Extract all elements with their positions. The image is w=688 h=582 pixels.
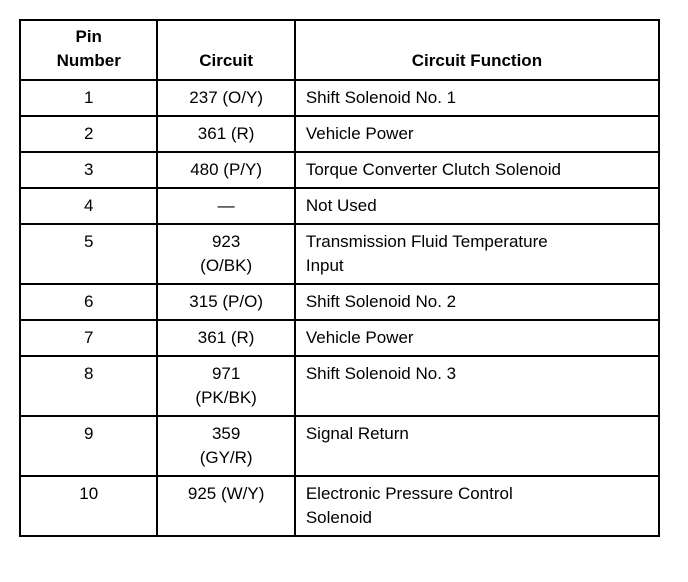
table-row (20, 80, 659, 116)
circuit-cell: 237 (O/Y) (157, 80, 294, 116)
pin-cell: 3 (20, 152, 157, 188)
circuit-cell: 361 (R) (157, 320, 294, 356)
circuit-cell: 971 (PK/BK) (157, 356, 294, 416)
header-circuit: Circuit (157, 20, 294, 80)
circuit-cell: 315 (P/O) (157, 284, 294, 320)
function-cell: Torque Converter Clutch Solenoid (295, 152, 659, 188)
table-row (20, 188, 659, 224)
function-cell: Not Used (295, 188, 659, 224)
table-header-row (20, 20, 659, 80)
table-row (20, 356, 659, 416)
circuit-cell: — (157, 188, 294, 224)
header-pin-number: Pin Number (20, 20, 157, 80)
table-row (20, 284, 659, 320)
function-cell: Signal Return (295, 416, 659, 476)
function-cell: Transmission Fluid Temperature Input (295, 224, 659, 284)
pin-cell: 8 (20, 356, 157, 416)
pin-cell: 1 (20, 80, 157, 116)
pin-cell: 6 (20, 284, 157, 320)
table-row (20, 116, 659, 152)
pin-cell: 5 (20, 224, 157, 284)
circuit-cell: 923 (O/BK) (157, 224, 294, 284)
function-cell: Shift Solenoid No. 1 (295, 80, 659, 116)
pin-cell: 10 (20, 476, 157, 536)
table-row (20, 224, 659, 284)
function-cell: Vehicle Power (295, 320, 659, 356)
table-row (20, 476, 659, 536)
function-cell: Shift Solenoid No. 3 (295, 356, 659, 416)
pin-cell: 9 (20, 416, 157, 476)
function-cell: Electronic Pressure Control Solenoid (295, 476, 659, 536)
circuit-cell: 480 (P/Y) (157, 152, 294, 188)
header-circuit-function: Circuit Function (295, 20, 659, 80)
function-cell: Shift Solenoid No. 2 (295, 284, 659, 320)
table-row (20, 152, 659, 188)
pin-circuit-table (19, 19, 660, 537)
pin-cell: 7 (20, 320, 157, 356)
pin-cell: 4 (20, 188, 157, 224)
function-cell: Vehicle Power (295, 116, 659, 152)
circuit-cell: 361 (R) (157, 116, 294, 152)
table-row (20, 320, 659, 356)
table-row (20, 416, 659, 476)
circuit-cell: 359 (GY/R) (157, 416, 294, 476)
circuit-cell: 925 (W/Y) (157, 476, 294, 536)
pin-cell: 2 (20, 116, 157, 152)
